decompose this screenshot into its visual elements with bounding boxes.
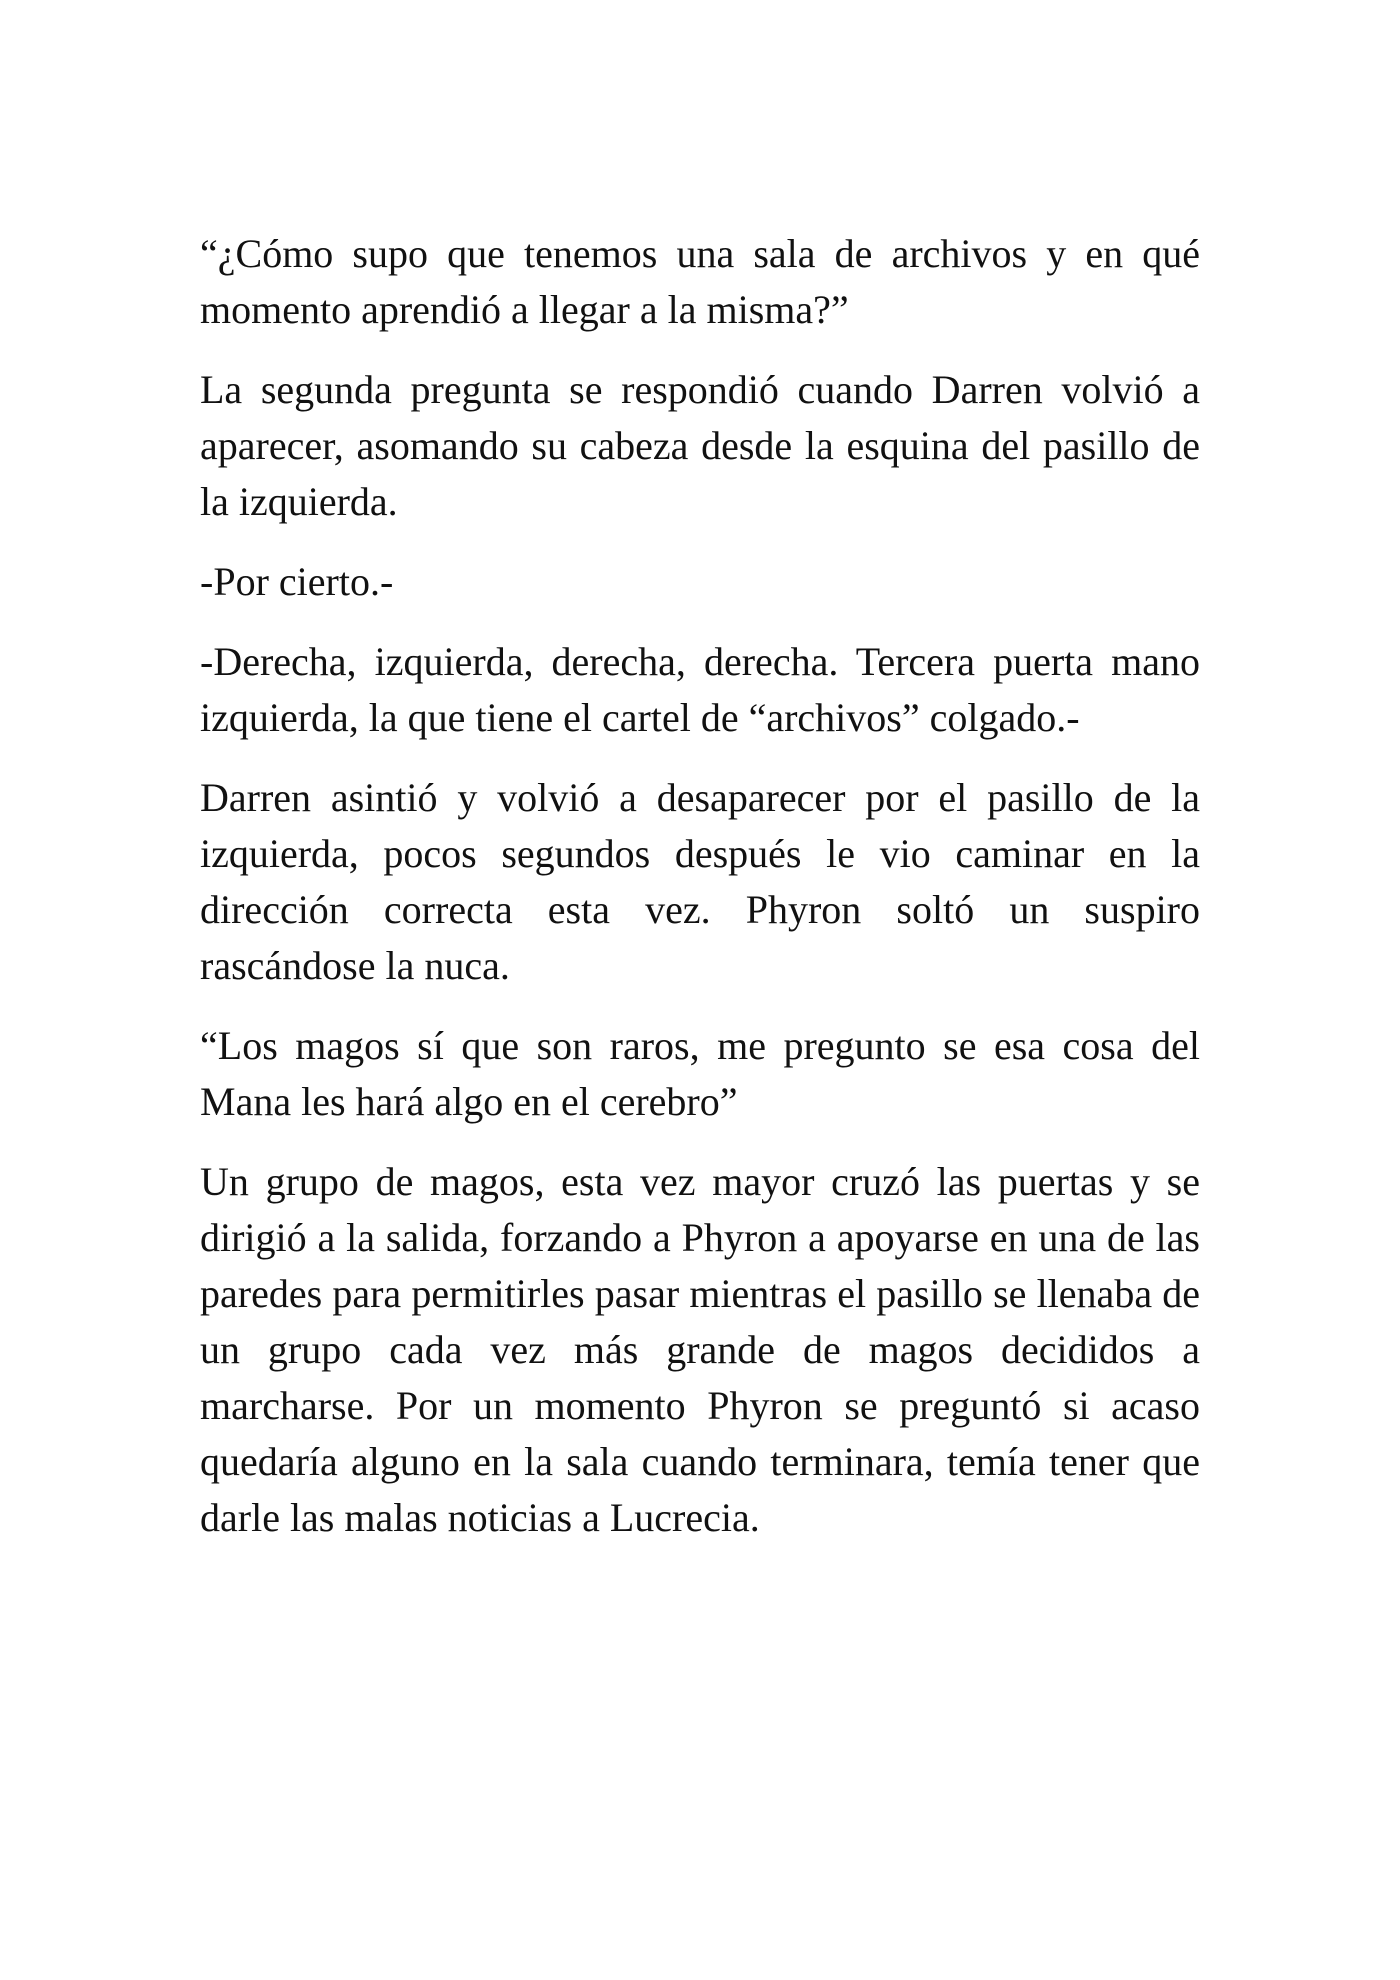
paragraph: Un grupo de magos, esta vez mayor cruzó las puertas y se dirigió a la salida, forzando a Phyron a apoyarse en una de las paredes para permitirles pasar mientras el pasillo se llenaba de un grupo cada vez más grande de magos decididos a marcharse. Por un momento Phyron se preguntó si acaso quedaría alguno en la sala cuando terminara, temía tener que darle las malas noticias a Lucrecia. bbox=[200, 1159, 1200, 1540]
paragraph: “Los magos sí que son raros, me pregunto se esa cosa del Mana les hará algo en el cerebro” bbox=[200, 1023, 1200, 1124]
paragraph: La segunda pregunta se respondió cuando Darren volvió a aparecer, asomando su cabeza desde la esquina del pasillo de la izquierda. bbox=[200, 367, 1200, 524]
paragraph: -Por cierto.- bbox=[200, 559, 394, 604]
paragraph: Darren asintió y volvió a desaparecer por el pasillo de la izquierda, pocos segundos después le vio caminar en la dirección correcta esta vez. Phyron soltó un suspiro rascándose la nuca. bbox=[200, 775, 1200, 988]
paragraph: “¿Cómo supo que tenemos una sala de archivos y en qué momento aprendió a llegar a la misma?” bbox=[200, 231, 1200, 332]
paragraph: -Derecha, izquierda, derecha, derecha. Tercera puerta mano izquierda, la que tiene el cartel de “archivos” colgado.- bbox=[200, 639, 1200, 740]
